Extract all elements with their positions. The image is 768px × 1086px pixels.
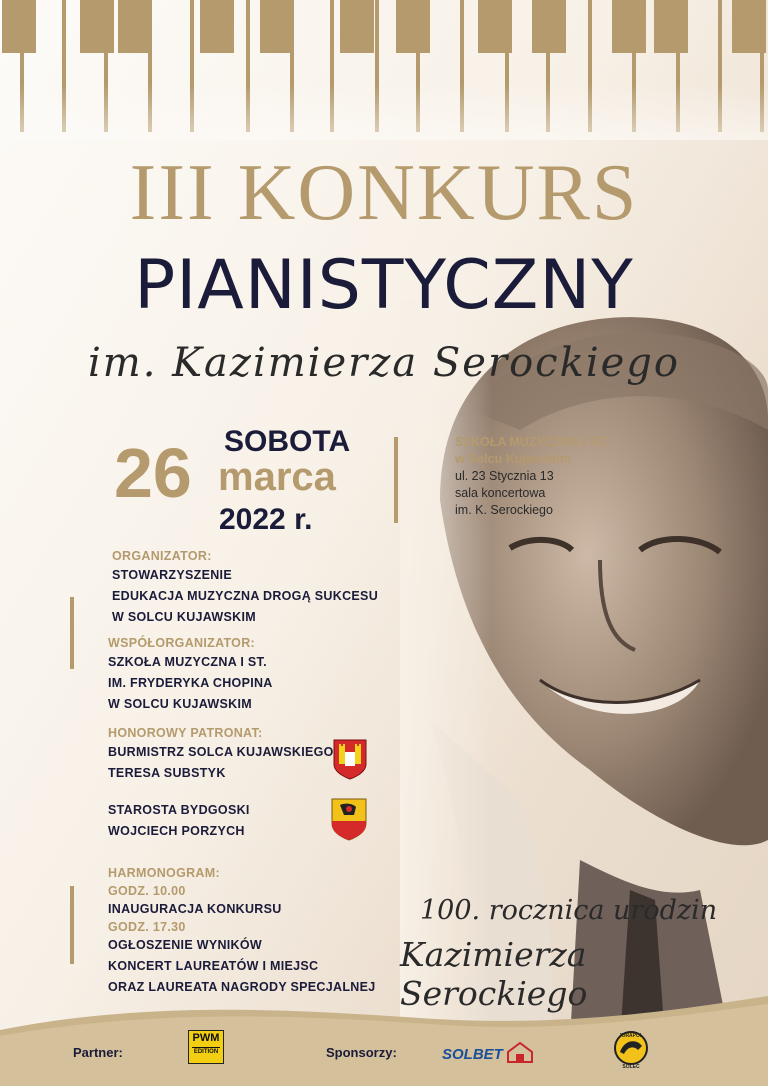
piano-keys-decoration [0, 0, 768, 140]
organizer-line: W SOLCU KUJAWSKIM [112, 610, 256, 624]
patronage-starosta-line: STAROSTA BYDGOSKI [108, 803, 250, 817]
coorganizer-line: SZKOŁA MUZYCZNA I ST. [108, 655, 267, 669]
bydgoszcz-county-crest-icon [330, 797, 368, 841]
portrait-image [400, 300, 768, 1040]
event-month: marca [218, 455, 336, 499]
schedule-event-2-line: ORAZ LAUREATA NAGRODY SPECJALNEJ [108, 980, 376, 994]
partner-label: Partner: [73, 1045, 123, 1060]
venue-town: w Solcu Kujawskim [455, 452, 572, 466]
jurapol-logo-text: JURAPOL [619, 1033, 643, 1039]
organizer-divider [70, 597, 74, 669]
sponsors-label: Sponsorzy: [326, 1045, 397, 1060]
venue-name: SZKOŁA MUZYCZNA I ST. [455, 435, 608, 449]
schedule-divider [70, 886, 74, 964]
pwm-logo-text: PWM [192, 1032, 220, 1044]
pwm-logo [188, 1030, 224, 1064]
coorganizer-line: W SOLCU KUJAWSKIM [108, 697, 252, 711]
jurapol-logo-sub: SOLEC [622, 1064, 640, 1070]
venue-hall-name: im. K. Serockiego [455, 503, 553, 517]
patronage-mayor-line: BURMISTRZ SOLCA KUJAWSKIEGO [108, 745, 334, 759]
anniversary-line-2: Kazimierza Serockiego [400, 935, 588, 1013]
event-day: 26 [114, 434, 192, 512]
pwm-logo-sub: EDITION [193, 1049, 219, 1055]
venue-street: ul. 23 Stycznia 13 [455, 469, 554, 483]
title-line-1: III KONKURS [129, 149, 639, 237]
solbet-house-icon [506, 1040, 534, 1064]
schedule-time-2: GODZ. 17.30 [108, 920, 186, 934]
jurapol-logo-icon [612, 1030, 650, 1070]
solec-kujawski-crest-icon [332, 738, 368, 780]
title-line-2: PIANISTYCZNY [134, 246, 634, 325]
patronage-label: HONOROWY PATRONAT: [108, 726, 263, 740]
anniversary-line-1: 100. rocznica urodzin [420, 895, 718, 926]
coorganizer-text [108, 652, 273, 715]
patronage-mayor-line: TERESA SUBSTYK [108, 766, 226, 780]
coorganizer-label: WSPÓŁORGANIZATOR: [108, 636, 255, 650]
schedule-event-2 [108, 935, 376, 998]
venue-block [455, 434, 608, 519]
schedule-time-1: GODZ. 10.00 [108, 884, 186, 898]
organizer-text [112, 565, 378, 628]
patronage-mayor [108, 742, 334, 784]
organizer-label: ORGANIZATOR: [112, 549, 212, 563]
schedule-event-2-line: KONCERT LAUREATÓW I MIEJSC [108, 959, 319, 973]
schedule-label: HARMONOGRAM: [108, 866, 220, 880]
schedule-event-2-line: OGŁOSZENIE WYNIKÓW [108, 938, 263, 952]
event-weekday: SOBOTA [224, 425, 351, 458]
keys-fade [0, 0, 768, 140]
schedule-event-1: INAUGURACJA KONKURSU [108, 902, 282, 916]
footer-wave [0, 990, 768, 1086]
title-line-3: im. Kazimierza Serockiego [88, 340, 680, 386]
solbet-logo: SOLBET [442, 1046, 503, 1063]
organizer-line: STOWARZYSZENIE [112, 568, 232, 582]
patronage-starosta-line: WOJCIECH PORZYCH [108, 824, 245, 838]
patronage-starosta [108, 800, 250, 842]
organizer-line: EDUKACJA MUZYCZNA DROGĄ SUKCESU [112, 589, 379, 603]
coorganizer-line: IM. FRYDERYKA CHOPINA [108, 676, 273, 690]
venue-hall: sala koncertowa [455, 486, 546, 500]
date-divider [394, 437, 398, 523]
event-year: 2022 r. [219, 503, 313, 536]
